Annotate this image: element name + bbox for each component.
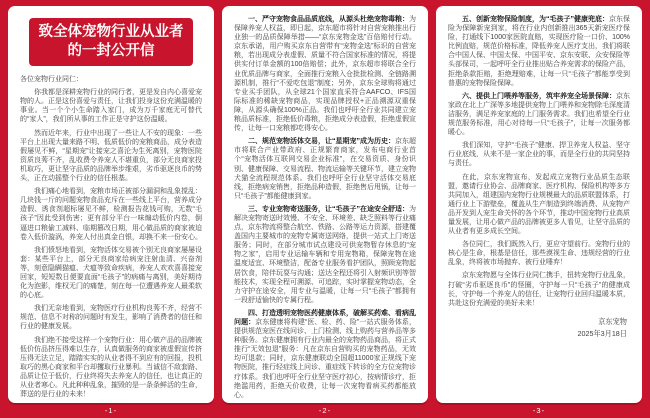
section-1: [234, 15, 416, 133]
section-body: 京东健康将构建“医、检、药、险”一站式服务体系，提供规范宠医在线问诊、上门检测、线上购药与营养品等多种服务。京东健康拥有行业内最全的宠物药品商品，将正式推行“无效包退”服务：凡在京东自营购买的宠物药品，无效均可退款；同时，京东健康联动全国超11000家正规线下宠物医院，推行轻症线上问诊、重症线下转诊的全方位宠物诊疗体系。我们也呼吁全行业坚守医疗初心，按病情诊疗，拒绝滥用药，拒绝天价收费，让每一次宠物看病买药都能放心。: [234, 319, 417, 399]
section-heading: 一、严守宠物食品品质底线，从源头杜绝宠物毒粮：: [248, 16, 409, 23]
letter-column-1: [8, 6, 214, 418]
letter-title-line-2: 的一封公开信: [67, 42, 155, 59]
paragraph: 我们痛心地看到，宠粮市场正被部分漏洞和乱象搅乱：几块钱一斤的问题宠物食品充斥在一些线上平台，营养成分造假、诱食剂超标屡见不鲜，检测报告花钱可购，无数“毛孩子”因此受到伤害；更有部分平台一味煽动低价内卷，倒逼进口粮偷工减料、临期篡改日期，用心做品质的商家被迫卷入低价漩涡，养宠人付出真金白银，却换不来一份安心。: [20, 188, 202, 241]
section-heading: 二、规范宠物活体交易，让“星期宠”成为历史：: [248, 138, 395, 146]
paragraph: 我们无奈地看到，宠物医疗行业机构良莠不齐，经营不规范、信息不对称的问题时有发生，影响了消费者的信任和行业的健康发展。: [20, 305, 202, 331]
section-body: 为保障养宠人权益，即日起，京东超市将针对自营宠粮推出行业独一的品质保障举措——“京东宠物金选”百倍赔付行动。京东承诺，用户购买京东自营带有“宠物金选”标识的自营宠粮，若出现成分表虚假、质量不符合国家标准的情况，将提供实付订单金额的100倍赔偿；此外，京东超市将联合全行业优质品牌与商家，全面推行宠粮入仓批批检测、全链路溯源机制，推行“不爱吃包退”制度；另外，京东全球购将通过专业买手团队，从全球21个国家直采符合AAFCO、IFS国际标准的稀缺宠物商品，实现品牌授权+正品溯源双重保障，从源头确保100%正品。我们也呼吁全行业共同建立宠粮品质标准，拒绝低价毒粮，拒绝成分表造假，拒绝虚假宣传，让每一口宠粮都吃得安心。: [234, 16, 416, 133]
section-3: [234, 205, 416, 305]
paragraph: 在此，京东宠物宣布，发起成立宠物行业品质生态联盟，邀请行业协会、品牌商家、医疗机构、保险机构等多方共同加入，组建国内宠物行业规模最大的品质联盟体系，打通行业上下游壁垒，覆盖从生产制造到终端消费、从宠物产品开发到人宠生命关怀的各个环节，推动中国宠物行业高质量发展，让用心做产品的品牌被更多人看见，让坚守品质的从业者有更多成长空间。: [448, 173, 630, 236]
section-heading: 三、专业宠物寄送服务，让“毛孩子”在途安全舒适：: [248, 205, 409, 213]
paragraph: 我们绝不接受这样一个宠物行业：用心做产品的品牌被低价仿品挤压得难以生存，认真做服务的商家被虚假宣传挤压得无法立足，踏踏实实的从业者得不到应有的回报，投机取巧的黑心商家和平台却攫取行业暴利。当诚信不敌套路、品质让位于低价，行业终将失去养宠人的信任，也让真正的从业者寒心。凡此种种乱象，摧毁的是一条条鲜活的生命，葬送的是行业的未来！: [20, 336, 202, 399]
section-body: 为解决宠物寄送时效慢、不安全、环境差、缺乏照料等行业痛点，京东物流将整合航空、铁路、公路等运力资源，搭建覆盖国内主要城市的宠物专属寄送网络，提供一站式上门寄送服务；同时，在部分城市试点建设可供宠物暂存休息的“宠物之家”，启用专业运输车辆和专用宠物箱，保障宠物在途温度适宜、环境整洁，配备专业服务看护团队，照顾宠物起居饮食，陪伴玩耍与沟通；送达全程还将引入射频识别等智能技术，实现全程可溯源、可追踪，实时掌握宠物动态，全力守护在途安全，用专业与温暖，让每一只“毛孩子”都拥有一段舒适愉快的专属行程。: [234, 205, 416, 304]
paragraph: 我们深知，守护“毛孩子”健康、捍卫养宠人权益、坚守行业底线，从来不是一家企业的事，而是全行业的共同坚持与责任。: [448, 142, 630, 168]
paragraph: 然而近年来，行业中出现了一些让人不安的现象：一些平台上出现大量来路不明、低质低价的宠粮商品，成分表造假屡见不鲜，“星期宠”让接宠之喜沦为生死离别，宠物医院资质良莠不齐，乱收费令养宠人不堪重负，部分无良商家投机取巧，更让坚守品质的品牌举步维艰，劣币驱逐良币的势头，正在动摇整个行业的信任根基。: [20, 129, 202, 183]
section-5: [448, 15, 630, 88]
page-number-1: -1-: [104, 406, 118, 415]
letter-page-1: [8, 6, 214, 403]
paragraph: 各位同仁，我们既然入行，更应守望前行。宠物行业的核心是生命，根基是信任，那些漠视生命、违规经营的行业乱象，终将被市场抛弃、被行业唾弃！: [448, 241, 630, 267]
section-4: [234, 309, 416, 400]
signature-name: 京东宠物: [598, 316, 627, 326]
paragraph: 京东宠物愿与全体行业同仁携手，扭转宠物行业乱象，打破“劣币驱逐良币”的怪圈，守护每一只“毛孩子”的健康成长，守护每一个养宠人的信任，让宠物行业回归温暖本质，共赴这份充满爱的美好未来！: [448, 272, 630, 307]
letter-column-2: [222, 6, 428, 418]
letter-page-2: [222, 6, 428, 403]
section-6: [448, 92, 630, 137]
paragraph: 我们愤怒地看到，宠物活体交易被个别无良商家屡屡设套：某些平台上，部分无良商家给病宠注射血清、兴奋剂等，刻意隐瞒猫瘟、犬瘟等致命疾病，养宠人欢欢喜喜接宠回家，短短数日便要直面“毛孩子”的病痛与离别，美好期待化为泡影，维权无门的痛楚，刻在每一位遭遇养宠人最柔软的心底。: [20, 246, 202, 300]
letter-column-3: [436, 6, 642, 418]
salutation: 各位宠物行业同仁：: [20, 76, 83, 84]
section-body: 京东超市将联合产业带政府、正规繁育商家，发布电商行业首个“宠物活体互联网交易企业标准”，在交易资质、身份识别、健康保障、交易流程、物流运输等关键环节，建立宠物犬猫全流程规范体系。我们也呼吁全行业坚守活体交易底线，拒绝病宠销售，拒绝品种造假，拒绝售后甩锅，让每一只“毛孩子”都能健康到家。: [234, 138, 416, 200]
section-body: 京东家政在北上广深等多地提供宠物上门喂养和宠物除毛深度清洁服务，满足养宠家庭的上门服务需求。我们也希望全行业规范服务标准，用心对待每一只“毛孩子”，让每一次服务都暖心。: [448, 92, 630, 137]
section-body: 京东保险为保障新宠到家，将在行业内创新推出365天新宠医疗保险，打通线下1000家医院直赔，实现医疗险一口价、100%比例直赔，规范价格标准，降低养宠人医疗支出，我们将联合中国人保、中国太保、中国平安、京东安联、众安保险等头部保司，一起呼吁全行业推出贴合养宠需求的保险产品，拒绝条款拒赔，拒绝理赔难，让每一只“毛孩子”都能享受到普惠的宠物保险保障。: [448, 16, 630, 87]
letter-title-box: [29, 18, 193, 66]
signature-block: [448, 316, 630, 340]
letter-title-line-1: 致全体宠物行业从业者: [38, 24, 184, 40]
page-number-3: -3-: [532, 406, 546, 415]
page-number-2: -2-: [318, 406, 332, 415]
section-2: [234, 137, 416, 201]
section-heading: 六、提供上门喂养等服务，筑牢养宠全场景保障：: [462, 92, 616, 100]
section-heading: 五、创新宠物保险制度，为“毛孩子”健康兜底：: [462, 16, 609, 23]
letter-page-3: [436, 6, 642, 403]
paragraph: 你我都是深耕宠物行业的同行者，更是发自内心喜爱宠物的人。正是这份喜爱与责任，让我们投身这份充满温暖的事业。当一个个小生命踏入家门，成为万千家庭无可替代的“家人”，我们所从事的工作正是守护这份温暖。: [20, 89, 202, 124]
section-heading: 四、打造透明宠物医药健康体系，破解买药难、看病乱问题：: [234, 309, 416, 326]
signature-date: 2025年3月18日: [577, 329, 627, 339]
